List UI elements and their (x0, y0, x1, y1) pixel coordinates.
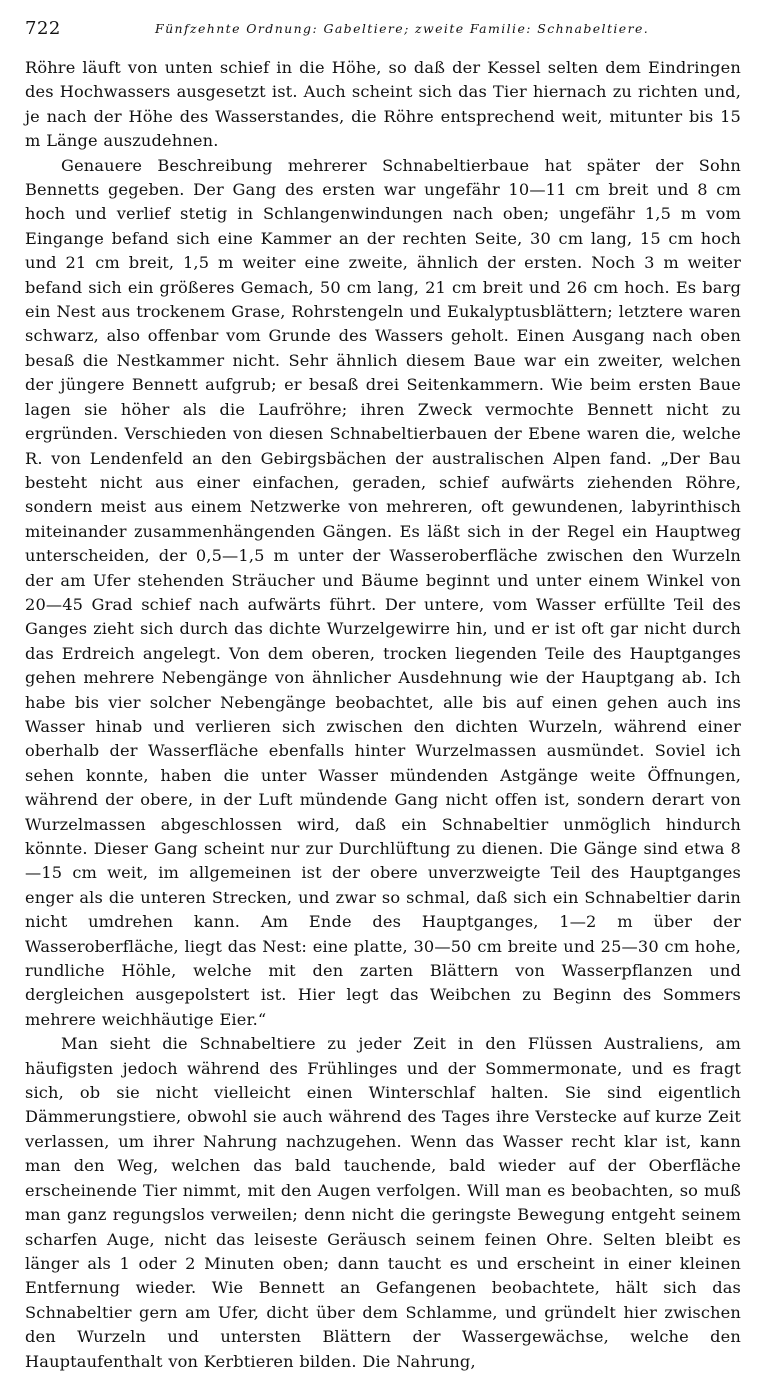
page-number: 722 (25, 18, 61, 39)
page-header (25, 14, 741, 44)
running-head: Fünfzehnte Ordnung: Gabeltiere; zweite Familie: Schnabeltiere. (155, 21, 650, 36)
paragraph-burrow-description: Genauere Beschreibung mehrerer Schnabeltierbaue hat später der Sohn Bennetts gegeben. Der Gang des ersten war ungefähr 10—11 cm breit und 8 cm hoch und verlief stetig in Schlangenwindungen nach oben; ungefähr 1,5 m vom Eingange befand sich eine Kammer an der rechten Seite, 30 cm lang, 15 cm hoch und 21 cm breit, 1,5 m weiter eine zweite, ähnlich der ersten. Noch 3 m weiter befand sich ein größeres Gemach, 50 cm lang, 21 cm breit und 26 cm hoch. Es barg ein Nest aus trockenem Grase, Rohrstengeln und Eukalyptusblättern; letztere waren schwarz, also offenbar vom Grunde des Wassers geholt. Einen Ausgang nach oben besaß die Nestkammer nicht. Sehr ähnlich diesem Baue war ein zweiter, welchen der jüngere Bennett aufgrub; er besaß drei Seitenkammern. Wie beim ersten Baue lagen sie höher als die Laufröhre; ihren Zweck vermochte Bennett nicht zu ergründen. Verschieden von diesen Schnabeltierbauen der Ebene waren die, welche R. von Lendenfeld an den Gebirgsbächen der australischen Alpen fand. „Der Bau besteht nicht aus einer einfachen, geraden, schief aufwärts ziehenden Röhre, sondern meist aus einem Netzwerke von mehreren, oft gewundenen, labyrinthisch miteinander zusammenhängenden Gängen. Es läßt sich in der Regel ein Hauptweg unterscheiden, der 0,5—1,5 m unter der Wasseroberfläche zwischen den Wurzeln der am Ufer stehenden Sträucher und Bäume beginnt und unter einem Winkel von 20—45 Grad schief nach aufwärts führt. Der untere, vom Wasser erfüllte Teil des Ganges zieht sich durch das dichte Wurzelgewirre hin, und er ist oft gar nicht durch das Erdreich angelegt. Von dem oberen, trocken liegenden Teile des Hauptganges gehen mehrere Nebengänge von ähnlicher Ausdehnung wie der Hauptgang ab. Ich habe bis vier solcher Nebengänge beobachtet, alle bis auf einen gehen auch ins Wasser hinab und verlieren sich zwischen den dichten Wurzeln, während einer oberhalb der Wasserfläche ebenfalls hinter Wurzelmassen ausmündet. Soviel ich sehen konnte, haben die unter Wasser mündenden Astgänge weite Öffnungen, während der obere, in der Luft mündende Gang nicht offen ist, sondern derart von Wurzelmassen abgeschlossen wird, daß ein Schnabeltier unmöglich hindurch könnte. Dieser Gang scheint nur zur Durchlüftung zu dienen. Die Gänge sind etwa 8—15 cm weit, im allgemeinen ist der obere unverzweigte Teil des Hauptganges enger als die unteren Strecken, und zwar so schmal, daß sich ein Schnabeltier darin nicht umdrehen kann. Am Ende des Hauptganges, 1—2 m über der Wasseroberfläche, liegt das Nest: eine platte, 30—50 cm breite und 25—30 cm hohe, rundliche Höhle, welche mit den zarten Blättern von Wasserpflanzen und dergleichen ausgepolstert ist. Hier legt das Weibchen zu Beginn des Sommers mehrere weichhäutige Eier.“ (25, 155, 741, 1029)
paragraph-continuation: Röhre läuft von unten schief in die Höhe, so daß der Kessel selten dem Eindringen des Hochwassers ausgesetzt ist. Auch scheint sich das Tier hiernach zu richten und, je nach der Höhe des Wasserstandes, die Röhre entsprechend weit, mitunter bis 15 m Länge auszudehnen. (25, 58, 741, 151)
body-text (25, 56, 741, 1374)
paragraph-behavior: Man sieht die Schnabeltiere zu jeder Zeit in den Flüssen Australiens, am häufigsten jedoch während des Frühlinges und der Sommermonate, und es fragt sich, ob sie nicht vielleicht einen Winterschlaf halten. Sie sind eigentlich Dämmerungstiere, obwohl sie auch während des Tages ihre Verstecke auf kurze Zeit verlassen, um ihrer Nahrung nachzugehen. Wenn das Wasser recht klar ist, kann man den Weg, welchen das bald tauchende, bald wieder auf der Oberfläche erscheinende Tier nimmt, mit den Augen verfolgen. Will man es beobachten, so muß man ganz regungslos verweilen; denn nicht die geringste Bewegung entgeht seinem scharfen Auge, nicht das leiseste Geräusch seinem feinen Ohre. Selten bleibt es länger als 1 oder 2 Minuten oben; dann taucht es und erscheint in einer kleinen Entfernung wieder. Wie Bennett an Gefangenen beobachtete, hält sich das Schnabeltier gern am Ufer, dicht über dem Schlamme, und gründelt hier zwischen den Wurzeln und untersten Blättern der Wassergewächse, welche den Hauptaufenthalt von Kerbtieren bilden. Die Nahrung, (25, 1034, 741, 1371)
